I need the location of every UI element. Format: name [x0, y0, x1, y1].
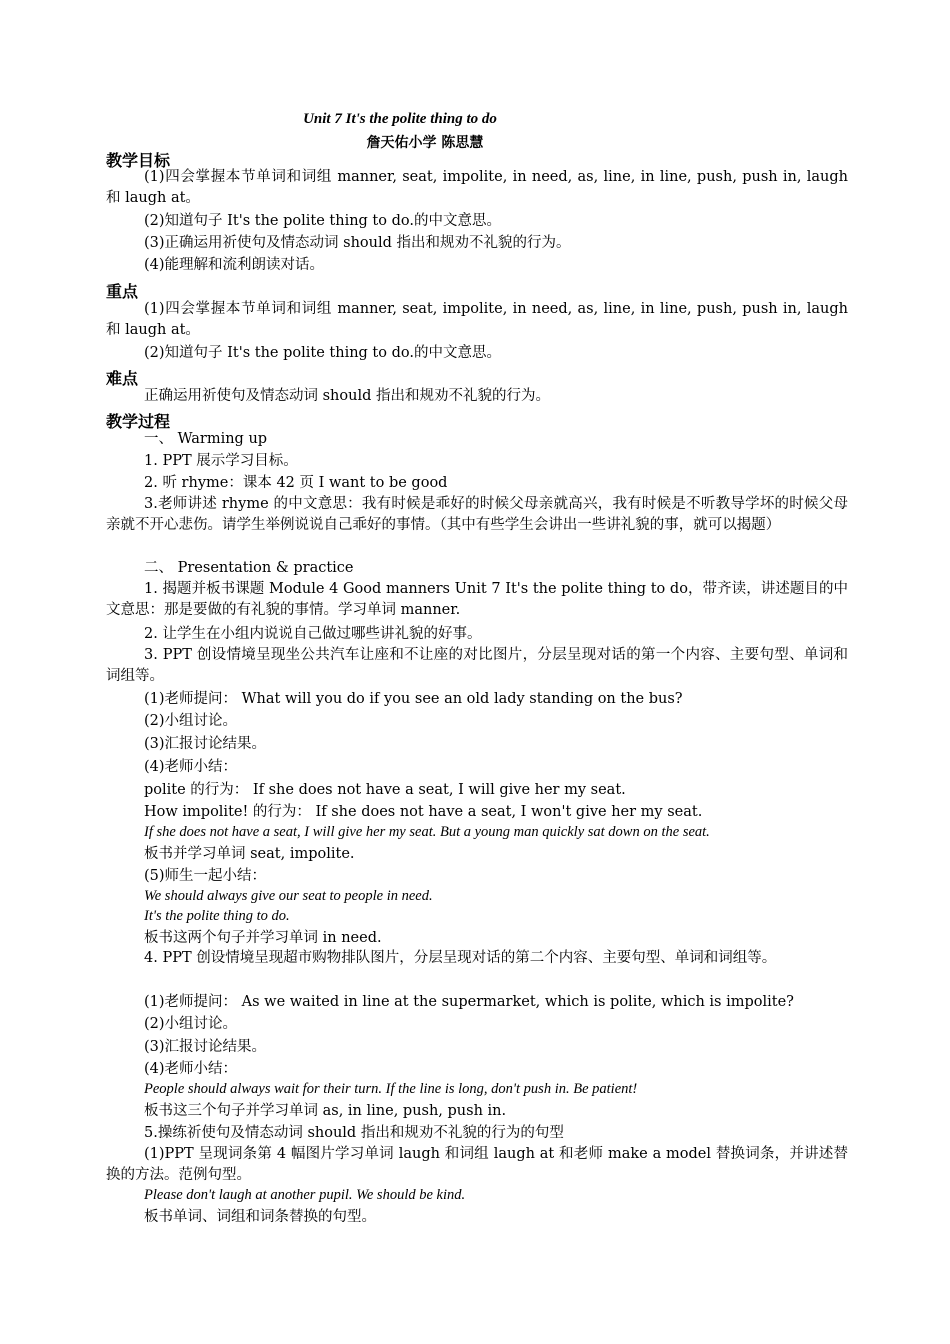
example-sentence: It's the polite thing to do. — [144, 908, 290, 924]
process-line: 2. 听 rhyme：课本 42 页 I want to be good — [144, 475, 448, 491]
key-item-2: (2)知道句子 It's the polite thing to do.的中文意思。 — [144, 345, 501, 361]
process-line: (4)老师小结： — [144, 1061, 238, 1077]
example-sentence: How impolite! 的行为： If she does not have a seat, I won't give her my seat. — [144, 804, 703, 820]
example-sentence: polite 的行为： If she does not have a seat, I will give her my seat. — [144, 782, 626, 798]
document-title: Unit 7 It's the polite thing to do — [303, 111, 497, 127]
difficulty-item: 正确运用祈使句及情态动词 should 指出和规劝不礼貌的行为。 — [144, 388, 550, 404]
section-heading-key-points: 重点 — [106, 282, 139, 301]
process-line: 板书这三个句子并学习单词 as, in line, push, push in. — [144, 1103, 507, 1119]
goal-item-2: (2)知道句子 It's the polite thing to do.的中文意思。 — [144, 213, 501, 229]
goal-item-3: (3)正确运用祈使句及情态动词 should 指出和规劝不礼貌的行为。 — [144, 235, 571, 251]
goal-item-4: (4)能理解和流利朗读对话。 — [144, 257, 325, 273]
process-line: 2. 让学生在小组内说说自己做过哪些讲礼貌的好事。 — [144, 626, 482, 642]
process-line: (4)老师小结： — [144, 759, 238, 775]
document-author: 詹天佑小学 陈思慧 — [366, 135, 484, 151]
example-sentence: People should always wait for their turn. If the line is long, don't push in. Be patient! — [144, 1081, 638, 1097]
section-heading-process: 教学过程 — [106, 412, 171, 431]
process-paragraph: 1. 揭题并板书课题 Module 4 Good manners Unit 7 It's the polite thing to do，带齐读，讲述题目的中文意思：那是要做的有礼貌的事情。学习单词 manner. — [106, 581, 848, 618]
process-step-warming-up: 一、 Warming up — [144, 431, 268, 447]
example-sentence: If she does not have a seat, I will give her my seat. But a young man quickly sat down on the seat. — [144, 824, 710, 840]
process-line: (5)师生一起小结： — [144, 868, 267, 884]
process-line: 1. PPT 展示学习目标。 — [144, 453, 298, 469]
process-line: 板书单词、词组和词条替换的句型。 — [144, 1209, 376, 1225]
example-sentence: Please don't laugh at another pupil. We should be kind. — [144, 1187, 466, 1203]
process-step-presentation: 二、 Presentation & practice — [144, 560, 354, 576]
section-heading-difficulties: 难点 — [106, 369, 139, 388]
process-paragraph: (1)PPT 呈现词条第 4 幅图片学习单词 laugh 和词组 laugh at 和老师 make a model 替换词条，并讲述替换的方法。范例句型。 — [106, 1146, 848, 1183]
process-line: (1)老师提问： As we waited in line at the supermarket, which is polite, which is impolite? — [144, 994, 794, 1010]
process-line: 5.操练祈使句及情态动词 should 指出和规劝不礼貌的行为的句型 — [144, 1125, 564, 1141]
process-paragraph: 3. PPT 创设情境呈现坐公共汽车让座和不让座的对比图片，分层呈现对话的第一个内容、主要句型、单词和词组等。 — [106, 647, 848, 684]
process-line: (1)老师提问： What will you do if you see an old lady standing on the bus? — [144, 691, 683, 707]
process-paragraph: 4. PPT 创设情境呈现超市购物排队图片，分层呈现对话的第二个内容、主要句型、单词和词组等。 — [144, 950, 777, 966]
process-paragraph: 3.老师讲述 rhyme 的中文意思：我有时候是乖好的时候父母亲就高兴，我有时候是不听教导学坏的时候父母亲就不开心悲伤。请学生举例说说自己乖好的事情。（其中有些学生会讲出一些讲礼貌的事，就可以揭题） — [106, 496, 848, 533]
process-line: (3)汇报讨论结果。 — [144, 736, 267, 752]
process-line: (2)小组讨论。 — [144, 713, 238, 729]
process-line: (3)汇报讨论结果。 — [144, 1039, 267, 1055]
goal-item-1: (1)四会掌握本节单词和词组 manner, seat, impolite, in need, as, line, in line, push, push in, laugh 和 laugh at。 — [106, 169, 848, 206]
example-sentence: We should always give our seat to people in need. — [144, 888, 433, 904]
process-line: (2)小组讨论。 — [144, 1016, 238, 1032]
section-heading-goals: 教学目标 — [106, 151, 171, 170]
key-item-1: (1)四会掌握本节单词和词组 manner, seat, impolite, in need, as, line, in line, push, push in, laugh 和 laugh at。 — [106, 301, 848, 338]
process-line: 板书这两个句子并学习单词 in need. — [144, 930, 382, 946]
process-line: 板书并学习单词 seat, impolite. — [144, 846, 355, 862]
